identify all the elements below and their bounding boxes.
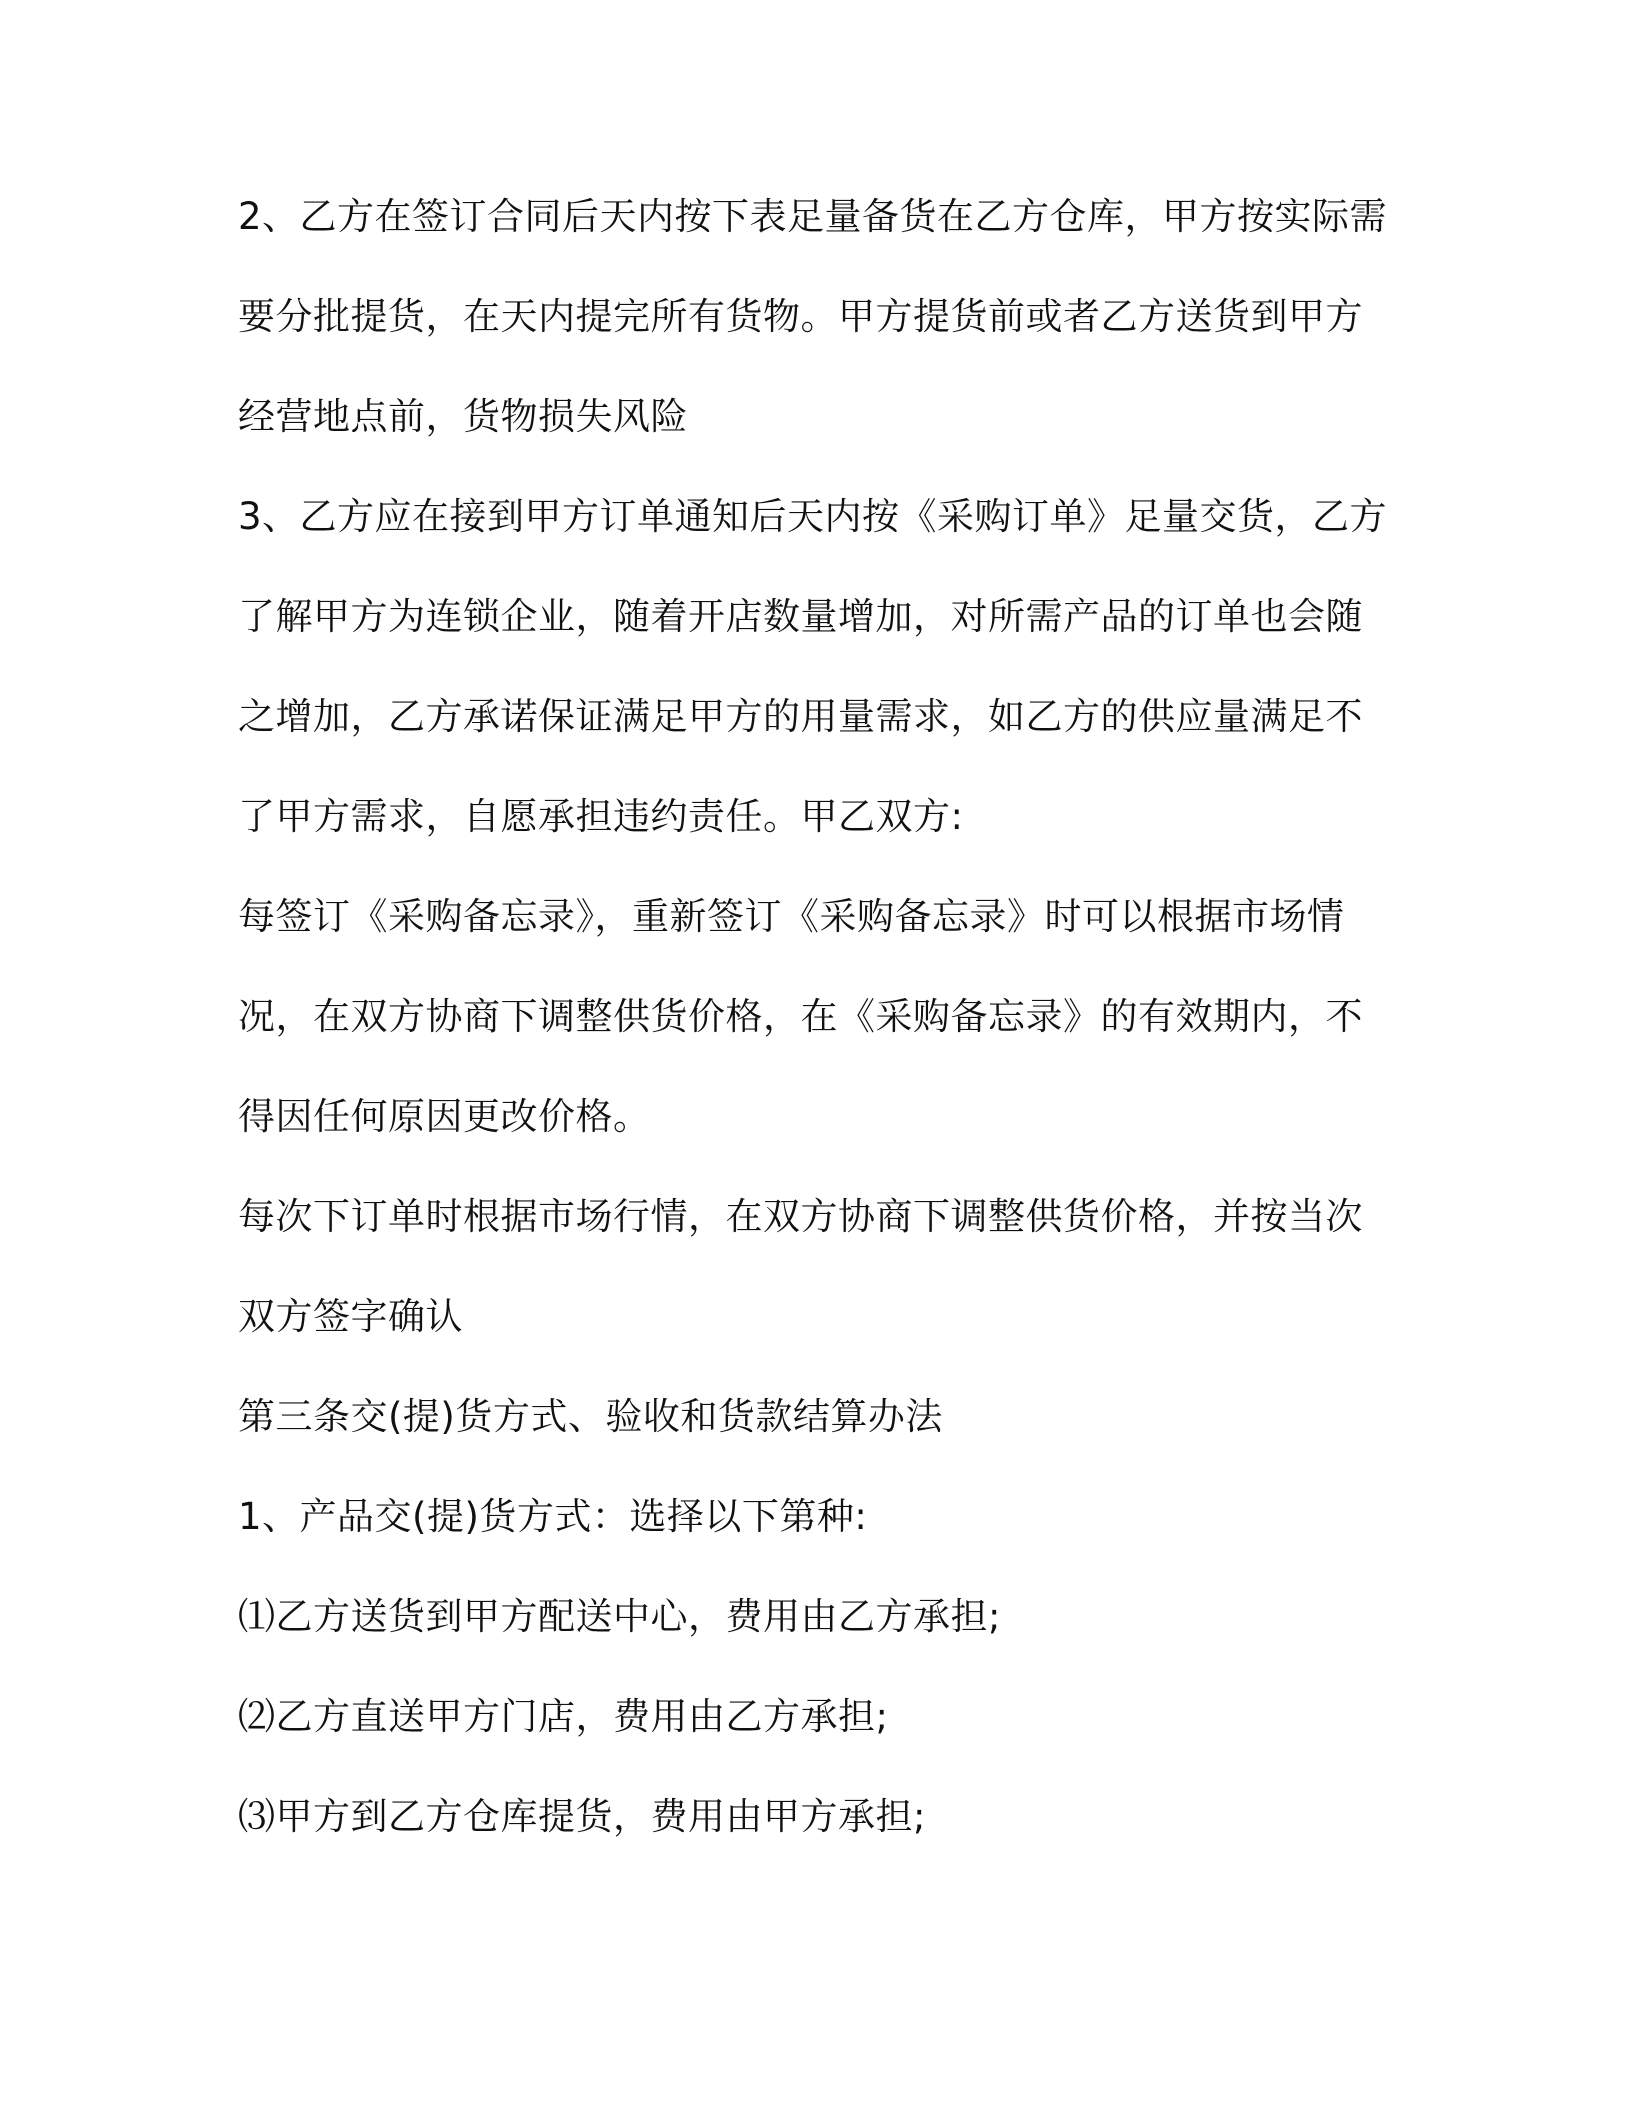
- text-line: 2、乙方在签订合同后天内按下表足量备货在乙方仓库，甲方按实际需: [238, 195, 1388, 238]
- text-line: 得因任何原因更改价格。: [238, 1095, 651, 1138]
- text-line: 了解甲方为连锁企业，随着开店数量增加，对所需产品的订单也会随: [238, 595, 1363, 638]
- text-line: 要分批提货，在天内提完所有货物。甲方提货前或者乙方送货到甲方: [238, 295, 1363, 338]
- text-line: 每次下订单时根据市场行情，在双方协商下调整供货价格，并按当次: [238, 1195, 1363, 1238]
- list-item: ⑴乙方送货到甲方配送中心，费用由乙方承担;: [238, 1595, 1001, 1638]
- text-line: 了甲方需求，自愿承担违约责任。甲乙双方:: [238, 795, 964, 838]
- text-line: 1、产品交(提)货方式：选择以下第种:: [238, 1495, 868, 1538]
- section-heading: 第三条交(提)货方式、验收和货款结算办法: [238, 1395, 943, 1438]
- text-line: 3、乙方应在接到甲方订单通知后天内按《采购订单》足量交货，乙方: [238, 495, 1388, 538]
- text-line: 之增加，乙方承诺保证满足甲方的用量需求，如乙方的供应量满足不: [238, 695, 1363, 738]
- text-line: 况，在双方协商下调整供货价格，在《采购备忘录》的有效期内，不: [238, 995, 1363, 1038]
- text-line: 双方签字确认: [238, 1295, 463, 1338]
- list-item: ⑵乙方直送甲方门店，费用由乙方承担;: [238, 1695, 889, 1738]
- text-line: 经营地点前，货物损失风险: [238, 395, 688, 438]
- text-line: 每签订《采购备忘录》，重新签订《采购备忘录》时可以根据市场情: [238, 895, 1345, 938]
- list-item: ⑶甲方到乙方仓库提货，费用由甲方承担;: [238, 1795, 926, 1838]
